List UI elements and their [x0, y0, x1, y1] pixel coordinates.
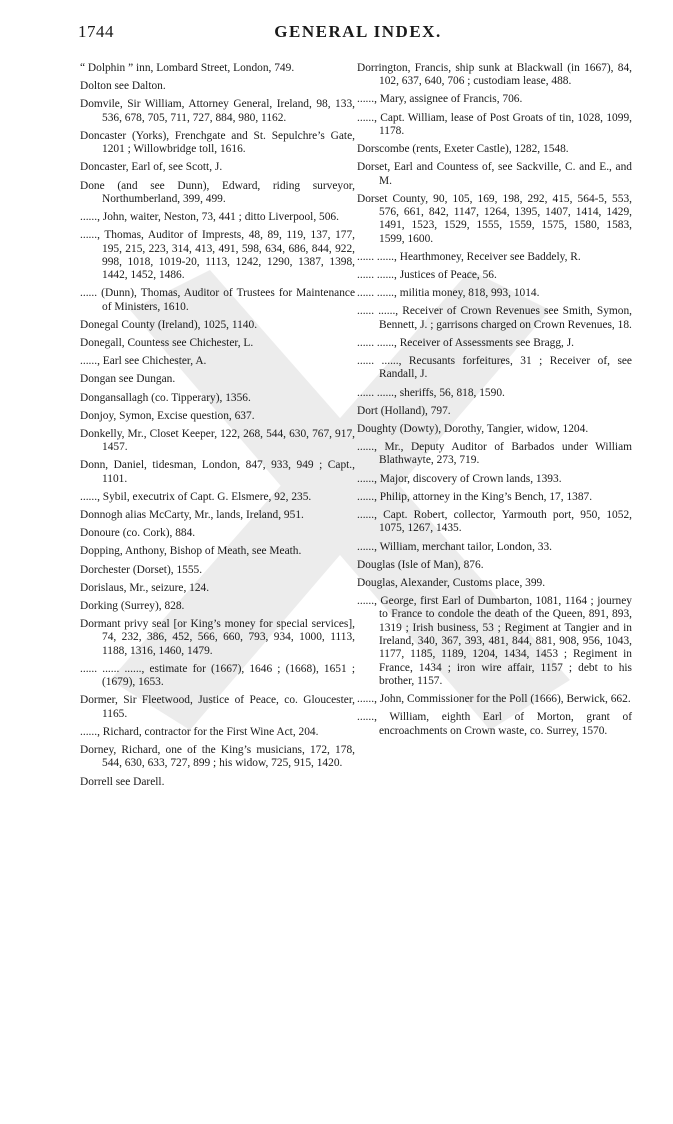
index-entry: ...... ......, Hearthmoney, Receiver see Baddely, R.: [357, 250, 581, 263]
index-entry: Donegall, Countess see Chichester, L.: [80, 336, 254, 349]
index-entry: ......, Capt. William, lease of Post Groats of tin, 1028, 1099, 1178.: [357, 111, 632, 137]
index-entry: ......, Philip, attorney in the King’s Bench, 17, 1387.: [357, 490, 593, 503]
index-entry: ......, Sybil, executrix of Capt. G. Elsmere, 92, 235.: [80, 490, 312, 503]
index-entry: Donkelly, Mr., Closet Keeper, 122, 268, 544, 630, 767, 917, 1457.: [80, 427, 355, 454]
index-entry: ......, Mary, assignee of Francis, 706.: [357, 93, 523, 106]
index-entry: Douglas, Alexander, Customs place, 399.: [357, 576, 546, 589]
index-entry: ...... ......, sheriffs, 56, 818, 1590.: [357, 386, 505, 399]
index-column-left: [80, 62, 355, 794]
index-entry: Douglas (Isle of Man), 876.: [357, 558, 484, 571]
index-entry: Dort (Holland), 797.: [357, 404, 451, 417]
index-entry: ......, Earl see Chichester, A.: [80, 355, 207, 368]
index-entry: ......, William, merchant tailor, London, 33.: [357, 540, 553, 553]
index-entry: Dorking (Surrey), 828.: [80, 599, 185, 612]
index-entry: ......, John, Commissioner for the Poll (1666), Berwick, 662.: [357, 693, 631, 706]
index-entry: Dorrell see Darell.: [80, 775, 165, 788]
index-entry: Dongan see Dungan.: [80, 373, 176, 386]
index-entry: Dorislaus, Mr., seizure, 124.: [80, 581, 210, 594]
index-entry: ......, Major, discovery of Crown lands, 1393.: [357, 472, 562, 485]
index-entry: ...... ......, Receiver of Crown Revenues see Smith, Symon, Bennett, J. ; garrisons charged on Crown Revenues, 18.: [357, 305, 632, 331]
index-entry: ......, William, eighth Earl of Morton, grant of encroachments on Crown waste, co. Surrey, 1570.: [357, 711, 632, 737]
index-entry: “ Dolphin ” inn, Lombard Street, London, 749.: [80, 62, 295, 74]
index-entry: Donnogh alias McCarty, Mr., lands, Ireland, 951.: [80, 509, 304, 522]
index-entry: Domvile, Sir William, Attorney General, Ireland, 98, 133, 536, 678, 705, 711, 727, 884, 980, 1162.: [80, 98, 355, 124]
index-entry: ...... ......, Recusants forfeitures, 31 ; Receiver of, see Randall, J.: [357, 355, 632, 381]
index-entry: Doncaster, Earl of, see Scott, J.: [80, 161, 223, 174]
index-entry: Dormant privy seal [or King’s money for special services], 74, 232, 386, 452, 566, 660, 793, 934, 1000, 1113, 1188, 1316, 1460, 1479.: [80, 618, 355, 657]
index-entry: Dormer, Sir Fleetwood, Justice of Peace, co. Gloucester, 1165.: [80, 694, 355, 720]
index-entry: Doughty (Dowty), Dorothy, Tangier, widow, 1204.: [357, 423, 589, 435]
index-entry: ...... ...... ......, estimate for (1667), 1646 ; (1668), 1651 ; (1679), 1653.: [80, 662, 355, 689]
index-entry: Donjoy, Symon, Excise question, 637.: [80, 409, 255, 422]
index-entry: Dorset, Earl and Countess of, see Sackville, C. and E., and M.: [357, 161, 632, 187]
index-entry: ......, Capt. Robert, collector, Yarmouth port, 950, 1052, 1075, 1267, 1435.: [357, 509, 632, 535]
index-entry: Dorset County, 90, 105, 169, 198, 292, 415, 564-5, 553, 576, 661, 842, 1147, 1264, 1395, 1407, 1414, 1429, 1491, 1523, 1529, 1555, 1559, 1575, 1580, 1583, 1599, 1600.: [357, 192, 632, 245]
index-entry: Dorney, Richard, one of the King’s musicians, 172, 178, 544, 630, 633, 727, 899 ; his widow, 725, 915, 1420.: [80, 744, 355, 770]
index-entry: ......, Thomas, Auditor of Imprests, 48, 89, 119, 137, 177, 195, 215, 223, 314, 413, 491, 598, 634, 686, 844, 922, 998, 1018, 1019-20, 1113, 1242, 1290, 1387, 1398, 1442, 1452, 1486.: [80, 229, 355, 282]
index-column-right: [357, 62, 632, 743]
index-entry: ...... ......, militia money, 818, 993, 1014.: [357, 287, 540, 300]
index-entry: ...... ......, Receiver of Assessments see Bragg, J.: [357, 336, 575, 349]
index-entry: Doncaster (Yorks), Frenchgate and St. Sepulchre’s Gate, 1201 ; Willowbridge toll, 1616.: [80, 129, 355, 156]
index-entry: ......, George, first Earl of Dumbarton, 1081, 1164 ; journey to France to condole the death of the Queen, 891, 893, 1319 ; Irish business, 53 ; Regiment at Tangier and in Ireland, 340, 367, 393, 481, 844, 881, 908, 956, 1043, 1177, 1185, 1189, 1204, 1434, 1453 ; Regiment in France, 1434 ; iron wire affair, 1157 ; debt to his brother, 1157.: [357, 595, 632, 687]
page-title: GENERAL INDEX.: [274, 22, 442, 41]
index-entry: Donoure (co. Cork), 884.: [80, 527, 196, 540]
index-entry: Dorrington, Francis, ship sunk at Blackwall (in 1667), 84, 102, 637, 640, 706 ; custodiam lease, 488.: [357, 62, 632, 88]
index-entry: ...... (Dunn), Thomas, Auditor of Trustees for Maintenance of Ministers, 1610.: [80, 287, 355, 313]
index-entry: Done (and see Dunn), Edward, riding surveyor, Northumberland, 399, 499.: [80, 179, 355, 205]
index-entry: ...... ......, Justices of Peace, 56.: [357, 269, 497, 282]
index-entry: Dopping, Anthony, Bishop of Meath, see Meath.: [80, 545, 302, 558]
index-entry: Dongansallagh (co. Tipperary), 1356.: [80, 391, 251, 404]
index-entry: Dorscombe (rents, Exeter Castle), 1282, 1548.: [357, 143, 569, 156]
index-entry: ......, Mr., Deputy Auditor of Barbados under William Blathwayte, 273, 719.: [357, 441, 632, 467]
index-entry: Donn, Daniel, tidesman, London, 847, 933, 949 ; Capt., 1101.: [80, 459, 355, 485]
index-entry: Dorchester (Dorset), 1555.: [80, 563, 203, 576]
page-number: 1744: [78, 22, 114, 41]
page-header: [78, 22, 638, 48]
index-entry: ......, John, waiter, Neston, 73, 441 ; ditto Liverpool, 506.: [80, 211, 339, 224]
index-entry: Dolton see Dalton.: [80, 80, 166, 93]
index-entry: Donegal County (Ireland), 1025, 1140.: [80, 318, 258, 331]
index-entry: ......, Richard, contractor for the First Wine Act, 204.: [80, 725, 319, 738]
